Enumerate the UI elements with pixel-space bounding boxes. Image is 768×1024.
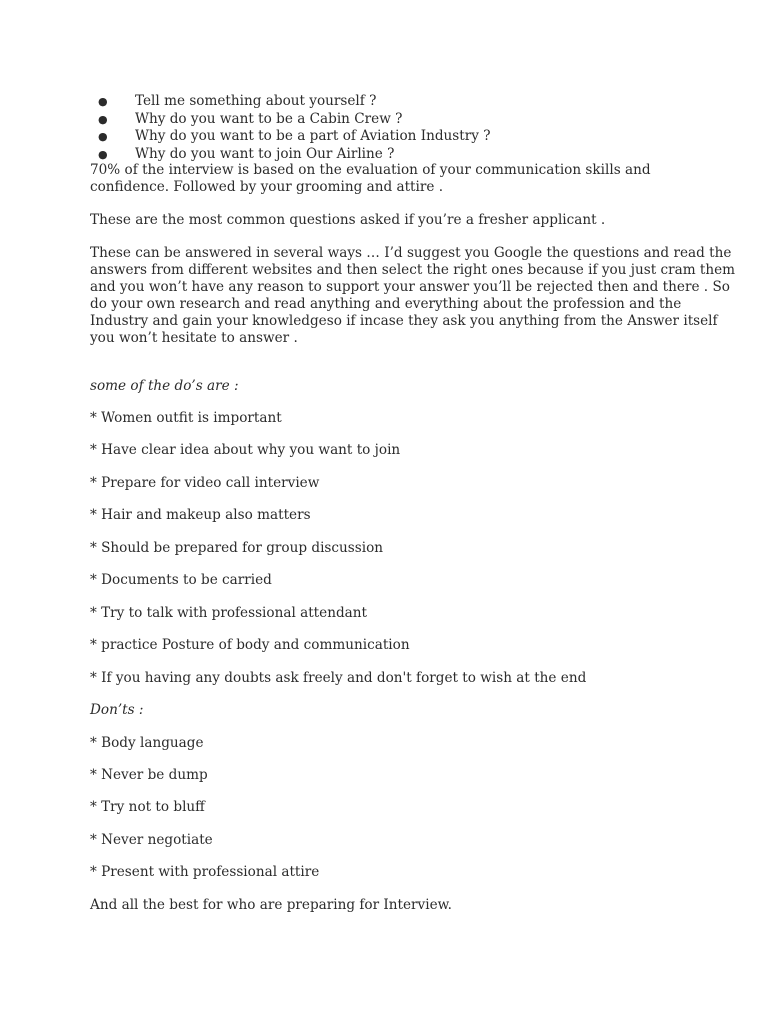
dos-item: * Have clear idea about why you want to join [90,442,401,458]
bullet-icon: ● [98,112,108,126]
donts-item: * Try not to bluff [90,799,205,815]
common-questions-paragraph: These are the most common questions asked if you’re a fresher applicant . [90,212,606,228]
paragraph-line: and you won’t have any reason to support your answer you’ll be rejected then and there . So [90,279,730,295]
list-item [96,146,491,164]
donts-item: * Body language [90,735,204,751]
dos-item: * If you having any doubts ask freely and don't forget to wish at the end [90,670,587,686]
paragraph-line: confidence. Followed by your grooming and attire . [90,179,444,195]
dos-item: * Try to talk with professional attendant [90,605,367,621]
dos-heading: some of the do’s are : [90,378,239,394]
bullet-icon: ● [98,130,108,143]
dos-item: * Hair and makeup also matters [90,507,311,523]
paragraph-line: 70% of the interview is based on the evaluation of your communication skills and [90,162,651,178]
dos-item: * Documents to be carried [90,572,272,588]
dos-item: * practice Posture of body and communication [90,637,410,653]
paragraph-line: Industry and gain your knowledgeso if incase they ask you anything from the Answer itself [90,313,718,329]
question-list [96,93,491,163]
donts-item: * Never negotiate [90,832,213,848]
bullet-icon: ● [98,147,108,161]
donts-item: * Never be dump [90,767,208,783]
paragraph-line: do your own research and read anything and everything about the profession and the [90,296,682,312]
advice-paragraph [90,245,736,347]
closing-line: And all the best for who are preparing for Interview. [90,897,452,913]
dos-item: * Should be prepared for group discussion [90,540,384,556]
paragraph-line: answers from different websites and then select the right ones because if you just cram them [90,262,736,278]
dos-item: * Women outfit is important [90,410,282,426]
donts-item: * Present with professional attire [90,864,320,880]
list-item [96,111,491,129]
bullet-icon: ● [98,95,108,108]
question-text: Why do you want to be a Cabin Crew ? [135,110,403,127]
paragraph-line: These can be answered in several ways … I’d suggest you Google the questions and read the [90,245,732,261]
donts-heading: Don’ts : [90,702,144,718]
question-text: Why do you want to be a part of Aviation Industry ? [135,128,491,144]
paragraph-line: you won’t hesitate to answer . [90,330,298,346]
list-item [96,93,491,111]
evaluation-paragraph [90,162,730,196]
list-item [96,128,491,146]
dos-item: * Prepare for video call interview [90,475,320,491]
question-text: Why do you want to join Our Airline ? [135,145,395,162]
question-text: Tell me something about yourself ? [135,93,377,109]
